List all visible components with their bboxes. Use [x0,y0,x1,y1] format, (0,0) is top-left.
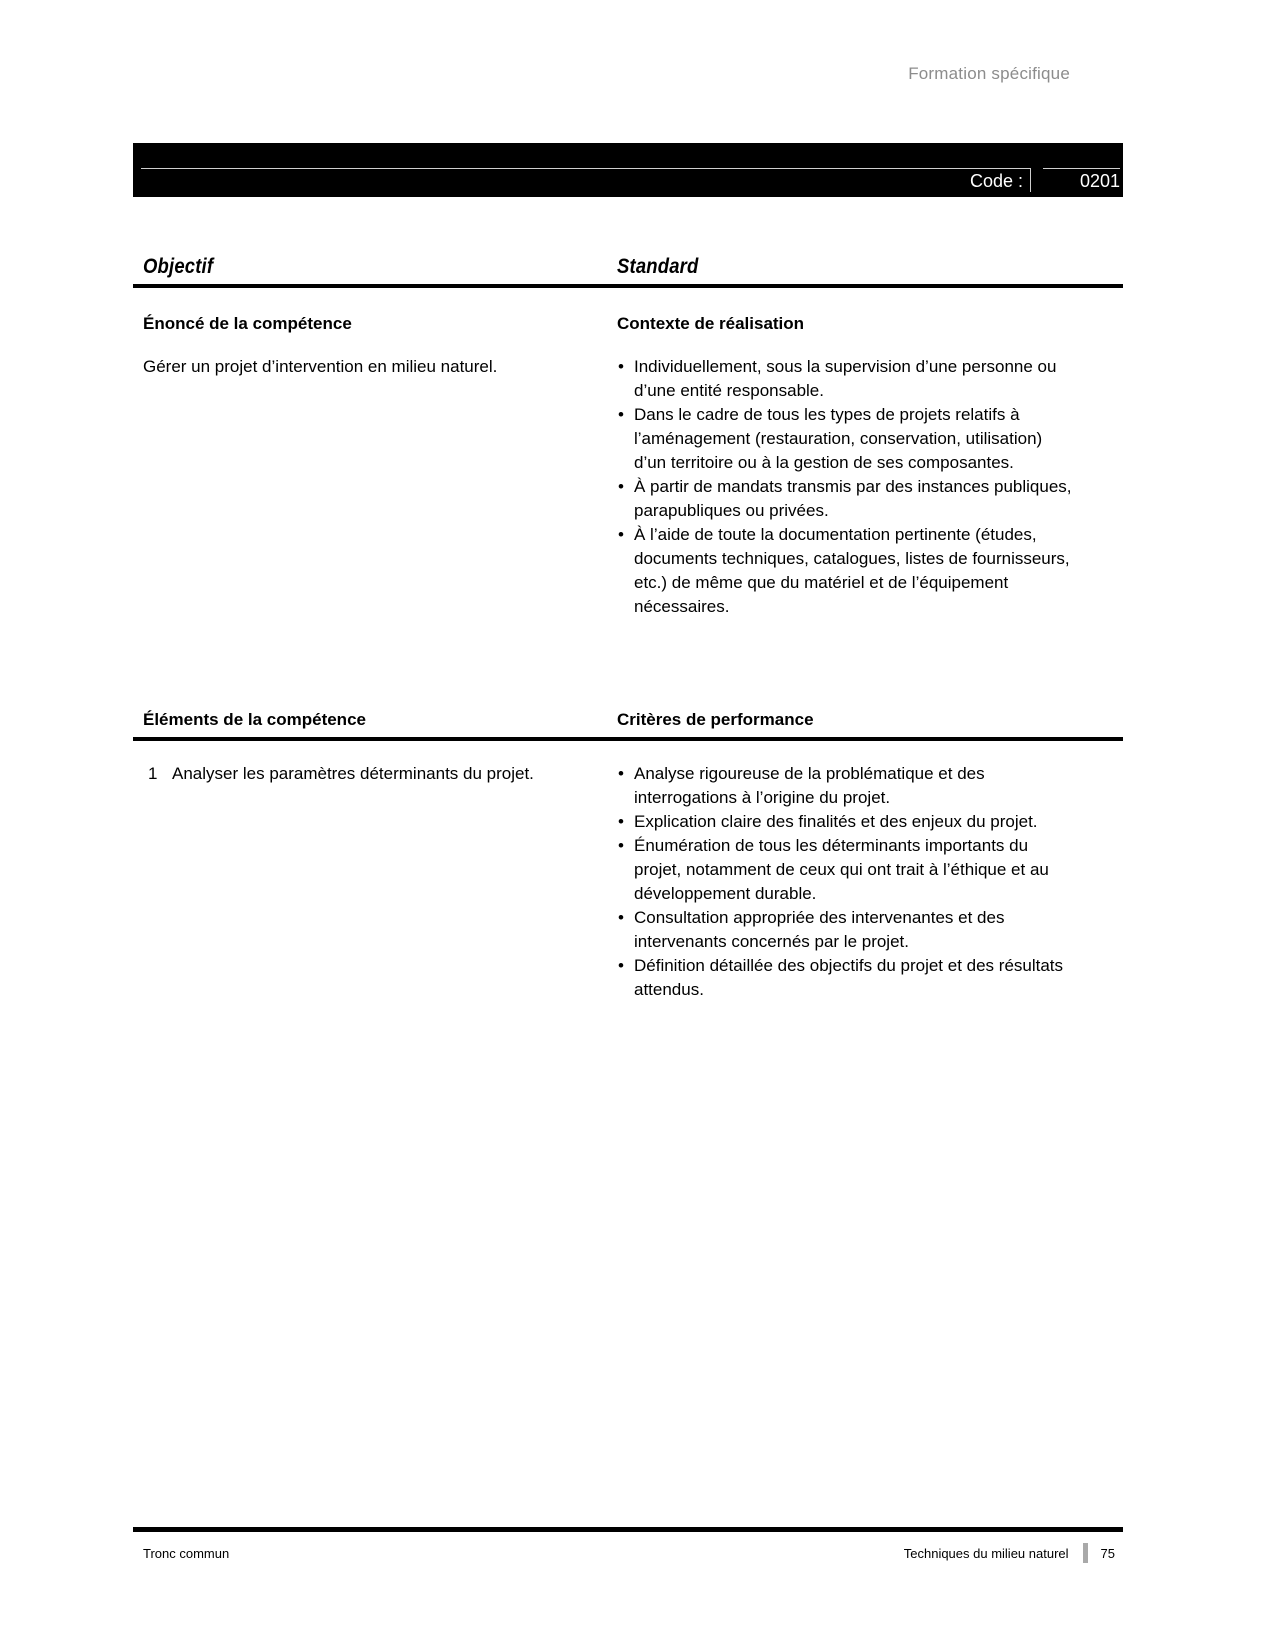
section1-body-row [133,355,1123,619]
bullet-text: Consultation appropriée des intervenantes et des intervenants concernés par le projet. [634,908,1005,951]
criteres-heading: Critères de performance [617,710,814,729]
list-item [617,403,1075,475]
bullet-text: Dans le cadre de tous les types de projets relatifs à l’aménagement (restauration, conservation, utilisation) d’un territoire ou à la gestion de ses composantes. [634,405,1043,472]
bullet-icon: • [618,812,624,831]
bullet-text: Analyse rigoureuse de la problématique et des interrogations à l’origine du projet. [634,764,985,807]
footer-left-label: Tronc commun [143,1545,230,1561]
running-header: Formation spécifique [908,64,1070,83]
bullet-text: Énumération de tous les déterminants importants du projet, notamment de ceux qui ont trait à l’éthique et au développement durable. [634,836,1049,903]
list-item [617,355,1075,403]
standard-title: Standard [617,255,699,278]
code-banner [133,143,1123,197]
bullet-icon: • [618,477,624,496]
bullet-icon: • [618,357,624,376]
contexte-heading: Contexte de réalisation [617,314,805,333]
bullet-text: À l’aide de toute la documentation pertinente (études, documents techniques, catalogues, listes de fournisseurs, etc.) de même que du matériel et de l’équipement nécessaires. [634,525,1070,616]
bullet-text: Individuellement, sous la supervision d’une personne ou d’une entité responsable. [634,357,1057,400]
contexte-bullet-list [617,355,1123,619]
footer-rule [133,1527,1123,1532]
section2-headings-row [133,708,1123,741]
competence-statement: Gérer un projet d’intervention en milieu naturel. [143,357,498,376]
footer-right-label: Techniques du milieu naturel [903,1545,1069,1561]
list-item [617,523,1075,619]
list-item [617,475,1075,523]
bullet-icon: • [618,525,624,544]
elements-list [133,762,617,1002]
page-content [133,0,1123,1650]
footer-right-group [904,1543,1123,1563]
bullet-icon: • [618,956,624,975]
element-item [143,762,617,786]
bullet-text: Définition détaillée des objectifs du projet et des résultats attendus. [634,956,1064,999]
bullet-text: À partir de mandats transmis par des instances publiques, parapubliques ou privées. [634,477,1072,520]
section1-headings-row [133,312,1123,336]
list-item [617,834,1075,906]
page-number-bar-icon [1083,1543,1088,1563]
objectif-column-title-cell [133,252,617,282]
code-label: Code : [969,171,1023,191]
bullet-icon: • [618,908,624,927]
list-item [617,762,1075,810]
criteres-bullet-list [617,762,1123,1002]
banner-divider-line [141,168,1030,169]
enonce-heading: Énoncé de la compétence [143,314,352,333]
element-number: 1 [148,764,158,783]
elements-heading: Éléments de la compétence [143,710,366,729]
section2-body-row [133,762,1123,1002]
element-text: Analyser les paramètres déterminants du projet. [172,764,534,783]
objectif-title: Objectif [143,255,214,278]
banner-code-cell-line [1043,168,1120,169]
bullet-icon: • [618,764,624,783]
list-item [617,954,1075,1002]
list-item [617,906,1075,954]
page-number: 75 [1100,1545,1115,1561]
code-value: 0201 [1079,171,1120,191]
list-item [617,810,1075,834]
bullet-icon: • [618,836,624,855]
banner-cell-divider [1030,168,1031,192]
footer [133,1543,1123,1563]
column-titles-row [133,252,1123,288]
bullet-text: Explication claire des finalités et des enjeux du projet. [634,812,1038,831]
bullet-icon: • [618,405,624,424]
standard-column-title-cell [617,252,1123,282]
